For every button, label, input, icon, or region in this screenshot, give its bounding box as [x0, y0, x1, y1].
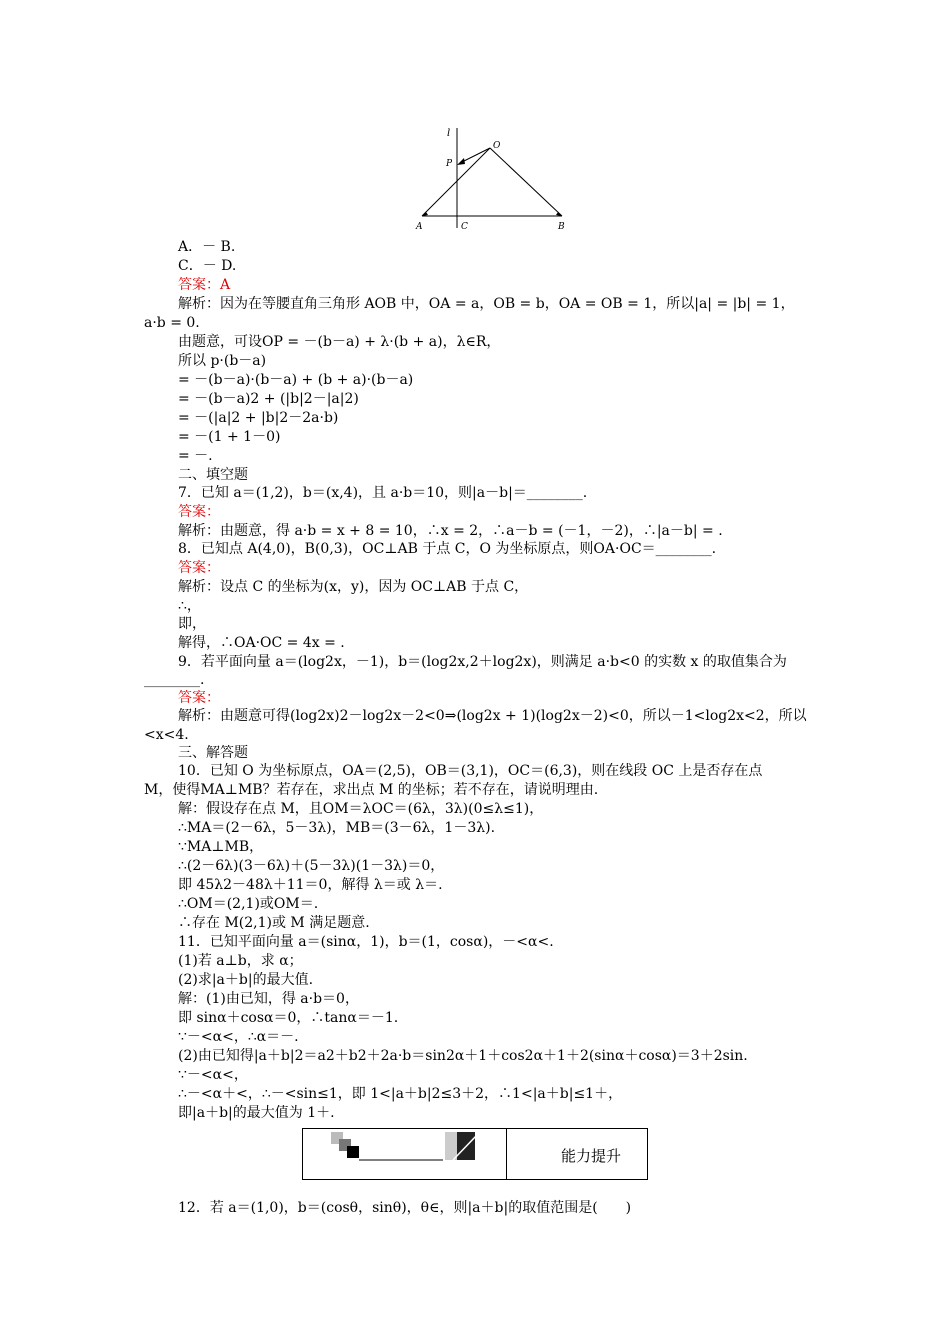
solution-10-line6: ∴OM＝(2,1)或OM＝.: [178, 896, 319, 912]
banner-title: 能力提升: [561, 1147, 622, 1165]
solution-11-line5: ∵－<α<，: [178, 1067, 248, 1083]
answer-9: 答案：: [178, 690, 220, 706]
geometry-figure: [412, 124, 572, 236]
label-l: l: [447, 128, 451, 139]
section-fill: 二、填空题: [178, 467, 248, 483]
analysis-6-line4: 所以 p·(b－a): [178, 353, 267, 369]
solution-10-line7: ∴存在 M(2,1)或 M 满足题意.: [178, 915, 370, 931]
section-banner: [302, 1128, 648, 1180]
analysis-6-line8: = －(1 + 1－0): [178, 429, 281, 445]
analysis-6-line6: = －(b－a)2 + (|b|2－|a|2): [178, 391, 359, 407]
solution-10-line1: 解：假设存在点 M，且OM＝λOC＝(6λ，3λ)(0≤λ≤1)，: [178, 801, 544, 817]
analysis-6-line2: a·b = 0.: [144, 315, 200, 331]
vector-op: [460, 148, 490, 163]
solution-10-line5: 即 45λ2－48λ＋11＝0，解得 λ＝或 λ＝.: [178, 877, 443, 893]
solution-11-line7: 即|a＋b|的最大值为 1＋.: [178, 1105, 335, 1121]
solution-11-line4: (2)由已知得|a＋b|2＝a2＋b2＋2a·b＝sin2α＋1＋cos2α＋1＋2(sinα＋cosα)＝3＋2sin.: [178, 1048, 748, 1064]
analysis-6-line7: = －(|a|2 + |b|2－2a·b): [178, 410, 339, 426]
question-9-line1: 9．若平面向量 a＝(log2x，－1)，b＝(log2x,2＋log2x)，则满足 a·b<0 的实数 x 的取值集合为: [178, 654, 787, 670]
analysis-6-line9: = －.: [178, 448, 213, 464]
label-p: P: [446, 159, 453, 169]
analysis-7: 解析：由题意，得 a·b = x + 8 = 10，∴x = 2，∴a－b = (－1，－2)，∴|a－b| = .: [178, 523, 723, 539]
question-10-line2: M，使得MA⊥MB？若存在，求出点 M 的坐标；若不存在，请说明理由.: [144, 782, 599, 798]
answer-6: 答案：A: [178, 277, 231, 293]
analysis-8-line3: 即，: [178, 616, 206, 632]
question-12: 12．若 a＝(1,0)，b＝(cosθ，sinθ)，θ∈，则|a＋b|的取值范围是( ): [178, 1200, 632, 1216]
label-a: A: [416, 222, 423, 232]
analysis-9-line1: 解析：由题意可得(log2x)2－log2x－2<0⇒(log2x + 1)(log2x－2)<0，所以－1<log2x<2，所以: [178, 708, 807, 724]
question-8: 8．已知点 A(4,0)，B(0,3)，OC⊥AB 于点 C，O 为坐标原点，则OA·OC＝________.: [178, 541, 717, 557]
solution-11-line3: ∵－<α<，∴α＝－.: [178, 1029, 299, 1045]
analysis-8-line4: 解得，∴OA·OC = 4x = .: [178, 635, 345, 651]
arrow-p: [457, 158, 465, 165]
question-7: 7．已知 a＝(1,2)，b＝(x,4)，且 a·b＝10，则|a－b|＝________.: [178, 485, 588, 501]
solution-11-line2: 即 sinα＋cosα＝0，∴tanα＝－1.: [178, 1010, 399, 1026]
analysis-9-line2: <x<4.: [144, 727, 189, 743]
question-11-part2: (2)求|a＋b|的最大值.: [178, 972, 314, 988]
analysis-8-line2: ∴，: [178, 598, 201, 614]
solution-11-line6: ∴－<α＋<，∴－<sin≤1，即 1<|a＋b|2≤3＋2，∴1<|a＋b|≤1＋，: [178, 1086, 623, 1102]
question-10-line1: 10．已知 O 为坐标原点，OA＝(2,5)，OB＝(3,1)，OC＝(6,3)，则在线段 OC 上是否存在点: [178, 763, 763, 779]
answer-7: 答案：: [178, 504, 220, 520]
question-11: 11．已知平面向量 a＝(sinα，1)，b＝(1，cosα)，－<α<.: [178, 934, 554, 950]
analysis-6-line5: = －(b－a)·(b－a) + (b + a)·(b－a): [178, 372, 414, 388]
analysis-6-line1: 解析：因为在等腰直角三角形 AOB 中，OA = a，OB = b，OA = OB = 1，所以|a| = |b| = 1，: [178, 296, 795, 312]
question-11-part1: (1)若 a⊥b，求 α；: [178, 953, 303, 969]
segment-ob: [490, 148, 562, 216]
solution-10-line3: ∵MA⊥MB，: [178, 839, 264, 855]
section-answer: 三、解答题: [178, 745, 248, 761]
option-cd: C．－ D.: [178, 258, 237, 274]
banner-divider: [506, 1129, 507, 1179]
question-9-line2: ________.: [144, 672, 205, 688]
solution-10-line2: ∴MA＝(2－6λ，5－3λ)，MB＝(3－6λ，1－3λ).: [178, 820, 496, 836]
analysis-8-line1: 解析：设点 C 的坐标为(x，y)，因为 OC⊥AB 于点 C，: [178, 579, 529, 595]
segment-ao: [422, 148, 490, 216]
answer-8: 答案：: [178, 560, 220, 576]
label-o: O: [493, 141, 501, 151]
label-b: B: [558, 222, 565, 232]
label-c: C: [461, 222, 468, 232]
analysis-6-line3: 由题意，可设OP = －(b－a) + λ·(b + a)，λ∈R，: [178, 334, 501, 350]
solution-10-line4: ∴(2－6λ)(3－6λ)＋(5－3λ)(1－3λ)＝0，: [178, 858, 445, 874]
solution-11-line1: 解：(1)由已知，得 a·b＝0，: [178, 991, 359, 1007]
option-ab: A．－ B.: [178, 239, 236, 255]
banner-decoration: [303, 1129, 503, 1179]
